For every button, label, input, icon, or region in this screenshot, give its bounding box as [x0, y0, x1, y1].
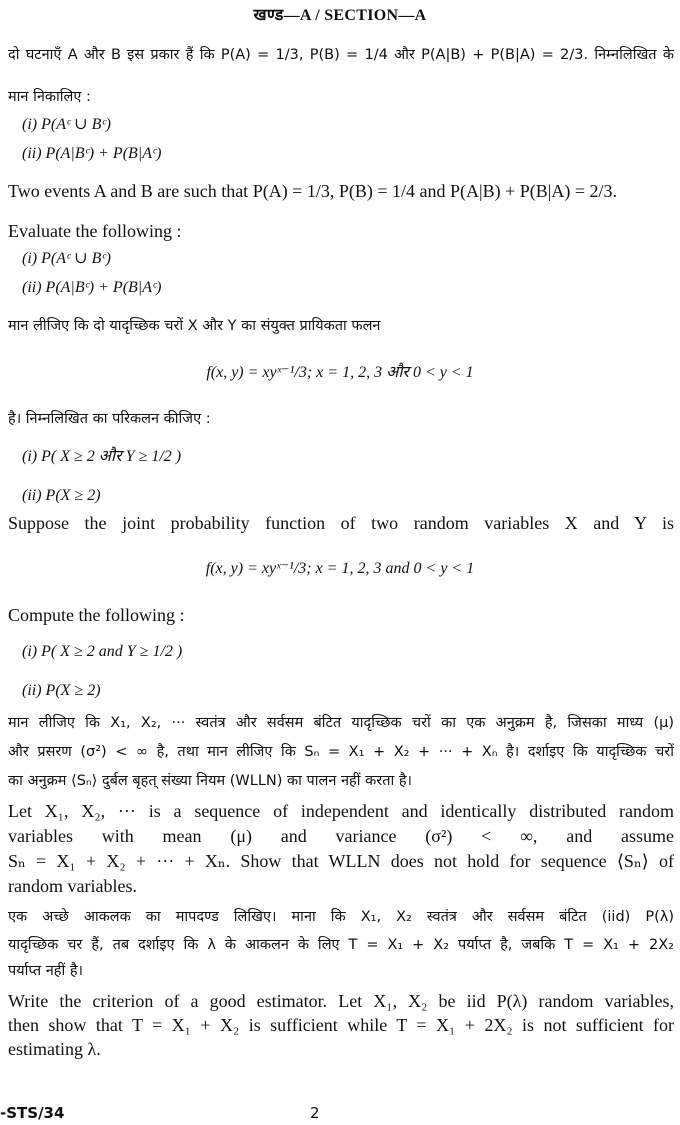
q1-english-part-i: (i) P(Aᶜ ∪ Bᶜ) — [22, 250, 111, 267]
q3-hindi-line3: का अनुक्रम ⟨Sₙ⟩ दुर्बल बृहत् संख्या नियम (WLLN) का पालन नहीं करता है। — [8, 773, 413, 789]
q4-english-line3: estimating λ. — [8, 1039, 101, 1059]
q2-english-intro: Suppose the joint probability function of two random variables X and Y is — [8, 513, 674, 533]
q1-english-line2: Evaluate the following : — [8, 221, 182, 241]
q3-english-line1: Let X₁, X₂, ··· is a sequence of independent and identically distributed random — [8, 801, 674, 821]
q1-hindi-part-ii: (ii) P(A|Bᶜ) + P(B|Aᶜ) — [22, 145, 162, 162]
q2-hindi-part-ii: (ii) P(X ≥ 2) — [22, 487, 101, 504]
q4-hindi-line3: पर्याप्त नहीं है। — [8, 963, 84, 979]
q1-english-line1: Two events A and B are such that P(A) = 1/3, P(B) = 1/4 and P(A|B) + P(B|A) = 2/3. — [8, 181, 618, 201]
q3-hindi-line2: और प्रसरण (σ²) < ∞ है, तथा मान लीजिए कि Sₙ = X₁ + X₂ + ··· + Xₙ है। दर्शाइए कि यादृच्छिक चरों — [8, 744, 674, 760]
q2-hindi-part-i: (i) P( X ≥ 2 और Y ≥ 1/2 ) — [22, 448, 182, 465]
page-number: 2 — [310, 1104, 320, 1122]
q4-english-line2: then show that T = X₁ + X₂ is sufficient while T = X₁ + 2X₂ is not sufficient for — [8, 1015, 674, 1035]
q3-english-line4: random variables. — [8, 876, 137, 896]
q1-english-part-ii: (ii) P(A|Bᶜ) + P(B|Aᶜ) — [22, 279, 162, 296]
q4-hindi-line2: यादृच्छिक चर हैं, तब दर्शाइए कि λ के आकलन के लिए T = X₁ + X₂ पर्याप्त है, जबकि T = X₁ + 2X₂ — [8, 937, 674, 953]
q1-hindi-line1: दो घटनाएँ A और B इस प्रकार हैं कि P(A) = 1/3, P(B) = 1/4 और P(A|B) + P(B|A) = 2/3. निम्नलिखित के — [8, 47, 674, 63]
q2-english-part-ii: (ii) P(X ≥ 2) — [22, 682, 101, 699]
q2-hindi-intro: मान लीजिए कि दो यादृच्छिक चरों X और Y का संयुक्त प्रायिकता फलन — [8, 318, 381, 334]
q3-english-line3: Sₙ = X₁ + X₂ + ··· + Xₙ. Show that WLLN does not hold for sequence ⟨Sₙ⟩ of — [8, 851, 674, 871]
q4-hindi-line1: एक अच्छे आकलक का मापदण्ड लिखिए। माना कि X₁, X₂ स्वतंत्र और सर्वसम बंटित (iid) P(λ) — [8, 909, 674, 925]
q2-hindi-compute: है। निम्नलिखित का परिकलन कीजिए : — [8, 411, 211, 427]
q3-hindi-line1: मान लीजिए कि X₁, X₂, ··· स्वतंत्र और सर्वसम बंटित यादृच्छिक चरों का एक अनुक्रम है, जिसका माध्य (μ) — [8, 715, 674, 731]
q2-hindi-formula: f(x, y) = xyˣ⁻¹/3; x = 1, 2, 3 और 0 < y < 1 — [206, 364, 474, 381]
footer-code: -STS/34 — [0, 1104, 65, 1122]
q2-english-part-i: (i) P( X ≥ 2 and Y ≥ 1/2 ) — [22, 643, 183, 660]
q3-english-line2: variables with mean (μ) and variance (σ²) < ∞, and assume — [8, 826, 674, 846]
q1-hindi-line2: मान निकालिए : — [8, 89, 91, 105]
q2-english-formula: f(x, y) = xyˣ⁻¹/3; x = 1, 2, 3 and 0 < y < 1 — [205, 560, 475, 577]
q4-english-line1: Write the criterion of a good estimator. Let X₁, X₂ be iid P(λ) random variables, — [8, 991, 674, 1011]
section-title: खण्ड—A / SECTION—A — [253, 7, 427, 24]
q2-english-compute: Compute the following : — [8, 605, 185, 625]
q1-hindi-part-i: (i) P(Aᶜ ∪ Bᶜ) — [22, 116, 111, 133]
